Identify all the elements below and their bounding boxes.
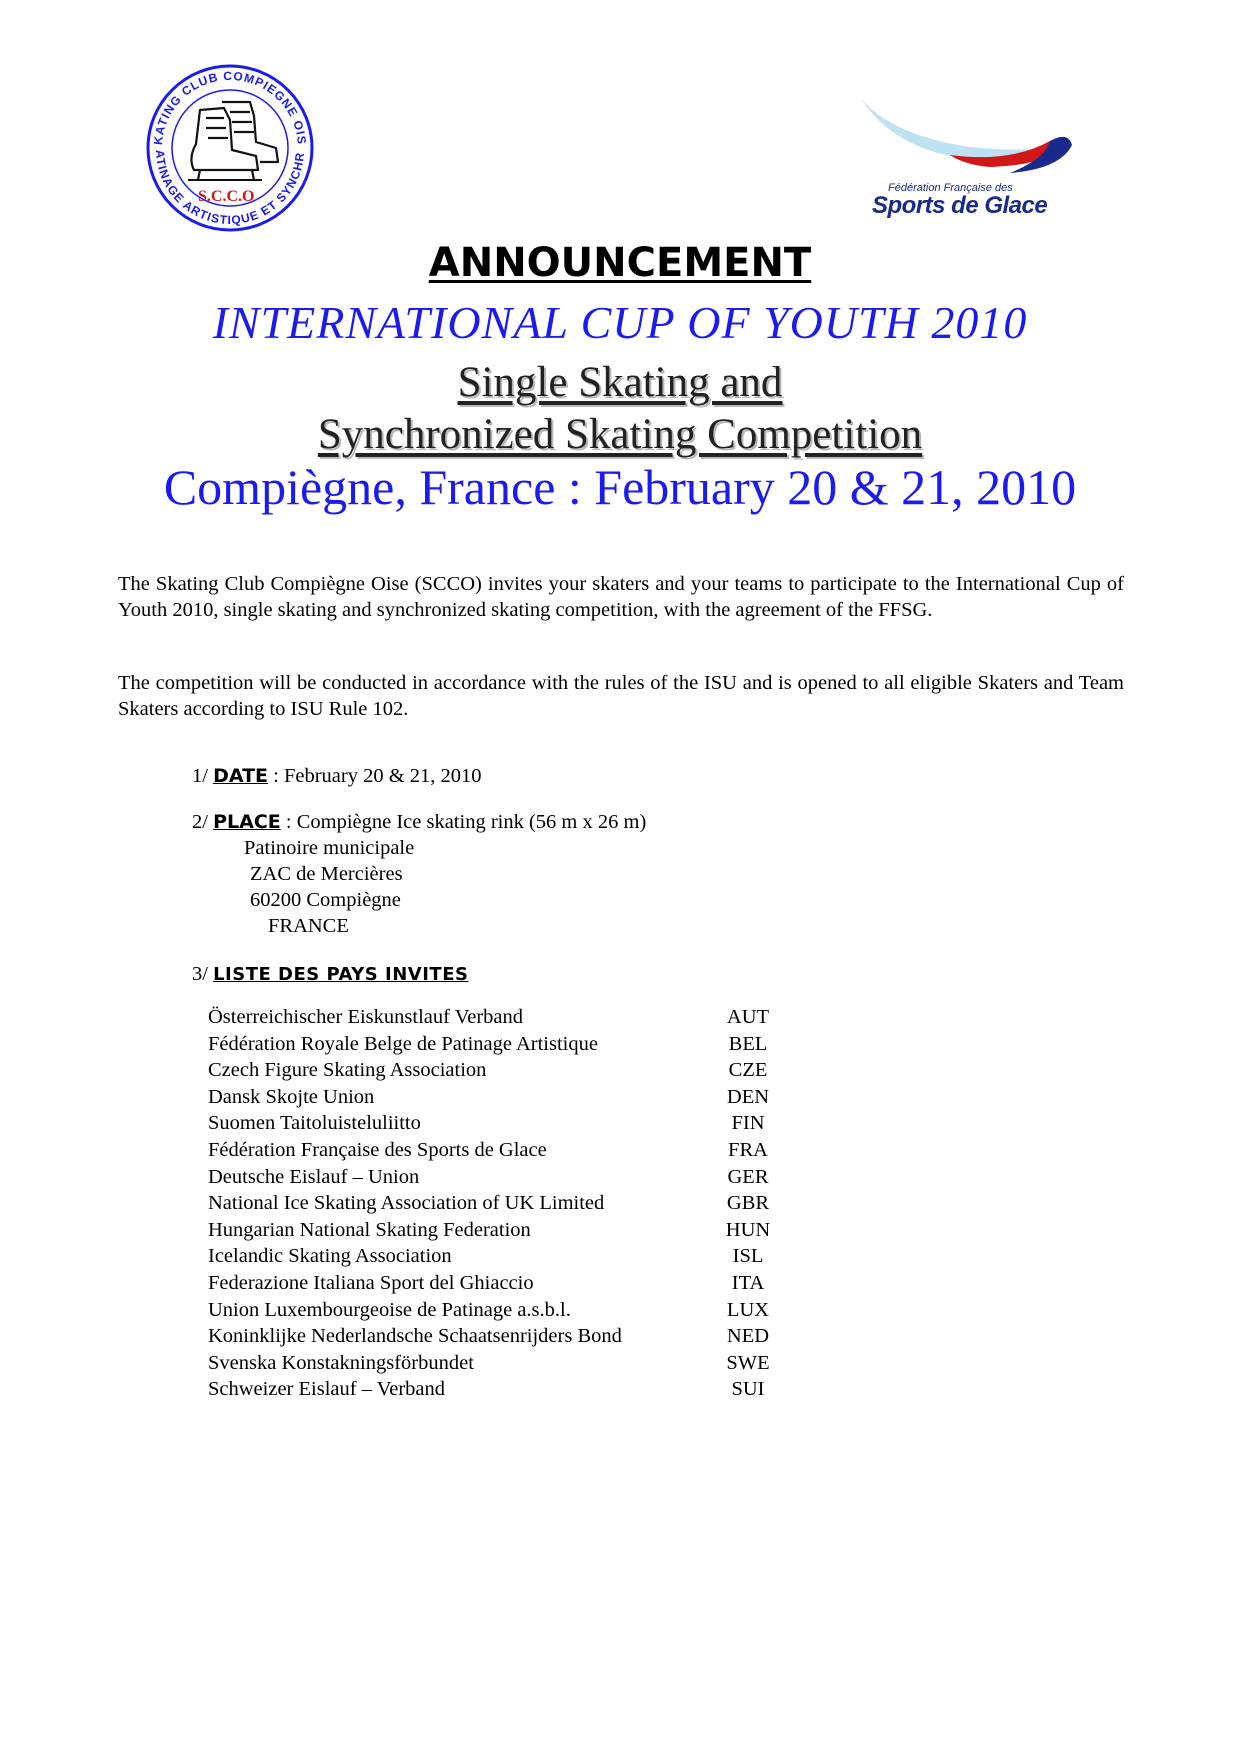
country-name: Fédération Royale Belge de Patinage Artistique — [208, 1032, 598, 1055]
list-item — [208, 1164, 808, 1191]
date-section — [192, 763, 482, 789]
countries-list — [208, 1004, 808, 1403]
list-item — [208, 1350, 808, 1377]
countries-key: LISTE DES PAYS INVITES — [213, 964, 469, 985]
place-key: PLACE — [213, 811, 281, 833]
address-line-1: Patinoire municipale — [244, 837, 415, 859]
countries-number: 3/ — [192, 963, 208, 985]
country-name: National Ice Skating Association of UK Limited — [208, 1192, 605, 1215]
country-name: Fédération Française des Sports de Glace — [208, 1138, 547, 1161]
country-name: Union Luxembourgeoise de Patinage a.s.b.l. — [208, 1298, 571, 1321]
country-code: NED — [726, 1325, 770, 1348]
country-code: ITA — [731, 1271, 765, 1294]
address-line-2: ZAC de Mercières — [250, 863, 403, 885]
list-item — [208, 1217, 808, 1244]
list-item — [208, 1084, 808, 1111]
list-item — [208, 1110, 808, 1137]
ffsg-brand-text: Sports de Glace — [872, 192, 1048, 219]
country-code: BEL — [728, 1032, 768, 1055]
intro-paragraph: The Skating Club Compiègne Oise (SCCO) invites your skaters and your teams to participate to the International Cup of Youth 2010, single skating and synchronized skating competition, with the agreement of the FFSG. — [118, 573, 1124, 621]
seal-center-label: S.C.C.O — [198, 188, 255, 205]
country-code: CZE — [728, 1059, 768, 1082]
country-code: FIN — [731, 1112, 765, 1135]
list-item — [208, 1004, 808, 1031]
country-code: GBR — [726, 1192, 770, 1215]
country-code: AUT — [726, 1006, 770, 1028]
country-name: Dansk Skojte Union — [208, 1085, 375, 1108]
date-key: DATE — [213, 765, 269, 787]
ffsg-small-text: Fédération Française des — [888, 182, 1013, 194]
country-code: SWE — [726, 1351, 770, 1374]
address-line-3: 60200 Compiègne — [250, 889, 401, 911]
country-name: Svenska Konstakningsförbundet — [208, 1351, 474, 1374]
country-name: Suomen Taitoluisteluliitto — [208, 1112, 421, 1135]
country-code: ISL — [732, 1245, 764, 1268]
date-number: 1/ — [192, 765, 208, 787]
place-date-heading: Compiègne, France : February 20 & 21, 2010 — [163, 459, 1077, 515]
list-item — [208, 1057, 808, 1084]
country-code: LUX — [726, 1298, 770, 1321]
list-item — [208, 1190, 808, 1217]
country-code: FRA — [728, 1138, 768, 1161]
seal-ring-text: KATING CLUB COMPIEGNE OIS — [150, 68, 310, 146]
country-code: GER — [727, 1165, 769, 1188]
seal-bottom-text: ATINAGE ARTISTIQUE ET SYNCHR — [152, 149, 308, 228]
list-item — [208, 1137, 808, 1164]
list-item — [208, 1297, 808, 1324]
announcement-heading: ANNOUNCEMENT — [428, 240, 812, 286]
country-name: Federazione Italiana Sport del Ghiaccio — [208, 1271, 534, 1294]
cup-title: INTERNATIONAL CUP OF YOUTH 2010 — [212, 297, 1028, 348]
country-name: Österreichischer Eiskunstlauf Verband — [208, 1006, 523, 1028]
address-line-4: FRANCE — [268, 915, 349, 937]
country-name: Czech Figure Skating Association — [208, 1059, 487, 1082]
list-item — [208, 1270, 808, 1297]
list-item — [208, 1031, 808, 1058]
subtitle-line-2: Synchronized Skating Competition — [317, 411, 923, 458]
country-code: DEN — [726, 1085, 770, 1108]
rules-paragraph: The competition will be conducted in accordance with the rules of the ISU and is opened to all eligible Skaters and Team Skaters according to ISU Rule 102. — [118, 672, 1124, 720]
subtitle-line-1: Single Skating and — [457, 359, 783, 406]
date-value: : February 20 & 21, 2010 — [268, 765, 482, 787]
country-name: Icelandic Skating Association — [208, 1245, 452, 1268]
list-item — [208, 1243, 808, 1270]
country-name: Hungarian National Skating Federation — [208, 1218, 531, 1241]
skate-seal-icon — [140, 58, 320, 238]
country-code: HUN — [725, 1218, 771, 1241]
countries-section-heading — [192, 961, 468, 988]
country-name: Schweizer Eislauf – Verband — [208, 1378, 446, 1401]
place-number: 2/ — [192, 811, 208, 833]
place-value: : Compiègne Ice skating rink (56 m x 26 m) — [280, 811, 647, 833]
country-name: Koninklijke Nederlandsche Schaatsenrijders Bond — [208, 1325, 622, 1348]
place-section — [192, 809, 646, 835]
country-name: Deutsche Eislauf – Union — [208, 1165, 420, 1188]
list-item — [208, 1376, 808, 1403]
country-code: SUI — [731, 1378, 765, 1401]
list-item — [208, 1323, 808, 1350]
scco-logo — [140, 58, 320, 238]
